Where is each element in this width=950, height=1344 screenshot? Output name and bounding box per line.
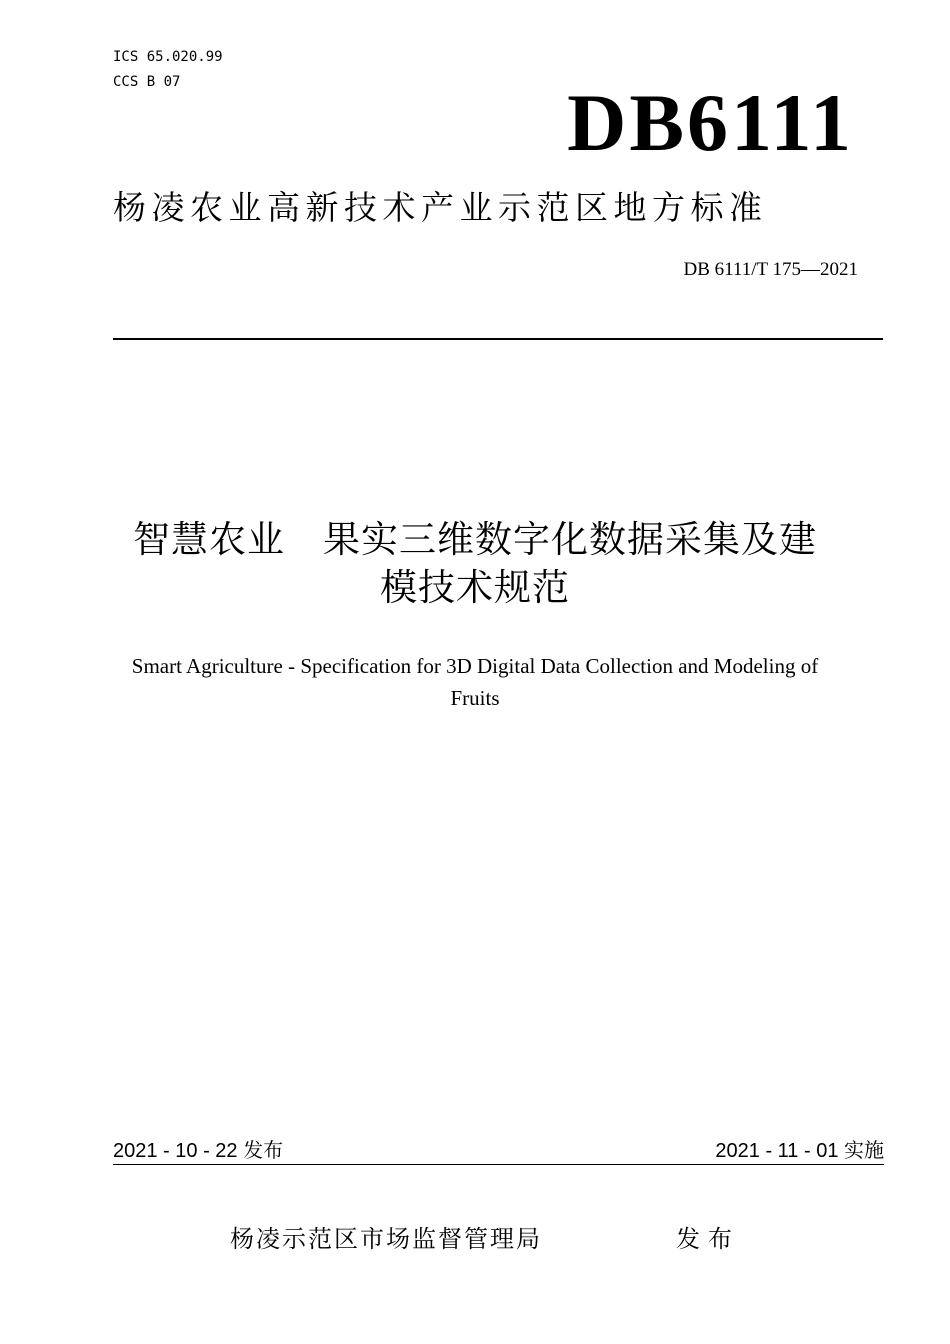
publisher-name: 杨凌示范区市场监督管理局	[230, 1225, 542, 1253]
top-divider	[113, 338, 883, 340]
ccs-code: CCS B 07	[113, 74, 181, 90]
publish-label: 发布	[676, 1225, 740, 1253]
document-title-en	[95, 650, 855, 714]
title-zh-line-2: 模技术规范	[380, 566, 570, 609]
title-en-line-2: Fruits	[450, 686, 500, 710]
title-en-line-1: Smart Agriculture - Specification for 3D Digital Data Collection and Modeling of	[131, 654, 819, 678]
bottom-divider	[113, 1164, 884, 1165]
standard-type-title: 杨凌农业高新技术产业示范区地方标准	[113, 188, 768, 227]
standard-code: DB6111	[567, 77, 854, 168]
standard-number: DB 6111/T 175—2021	[683, 259, 858, 280]
implementation-date: 2021 - 11 - 01 实施	[715, 1140, 884, 1162]
title-zh-line-1: 智慧农业 果实三维数字化数据采集及建	[133, 518, 817, 561]
ics-code: ICS 65.020.99	[113, 49, 223, 65]
issue-date: 2021 - 10 - 22 发布	[113, 1140, 284, 1162]
document-title-zh	[90, 516, 860, 612]
